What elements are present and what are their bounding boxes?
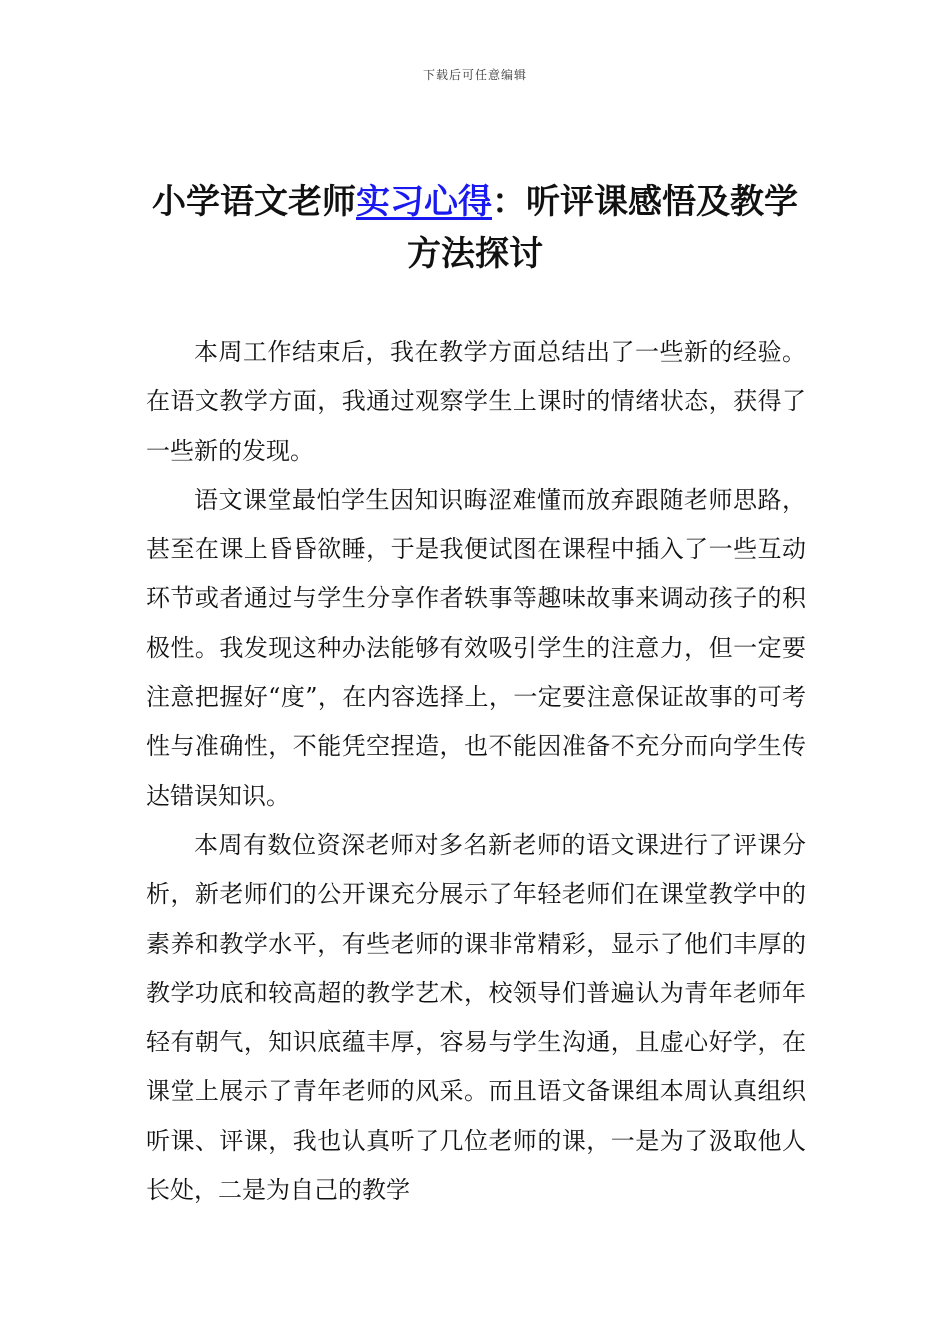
paragraph-1: 本周工作结束后，我在教学方面总结出了一些新的经验。在语文教学方面，我通过观察学生上课时的情绪状态，获得了一些新的发现。: [146, 338, 806, 465]
document-body: [146, 328, 806, 1215]
title-part-1: 小学语文老师: [152, 182, 356, 222]
header-note: 下载后可任意编辑: [422, 68, 527, 82]
paragraph-3: 本周有数位资深老师对多名新老师的语文课进行了评课分析，新老师们的公开课充分展示了年轻老师们在课堂教学中的素养和教学水平，有些老师的课非常精彩，显示了他们丰厚的教学功底和较高超的教学艺术，校领导们普遍认为青年老师年轻有朝气，知识底蕴丰厚，容易与学生沟通，且虚心好学，在课堂上展示了青年老师的风采。而且语文备课组本周认真组织听课、评课，我也认真听了几位老师的课，一是为了汲取他人长处，二是为自己的教学: [146, 830, 806, 1205]
page-title: [145, 176, 805, 280]
title-part-2: ：听评课感悟及教学方法探讨: [407, 182, 798, 274]
paragraph-2: 语文课堂最怕学生因知识晦涩难懂而放弃跟随老师思路，甚至在课上昏昏欲睡，于是我便试图在课程中插入了一些互动环节或者通过与学生分享作者轶事等趣味故事来调动孩子的积极性。我发现这种办法能够有效吸引学生的注意力，但一定要注意把握好“度”，在内容选择上，一定要注意保证故事的可考性与准确性，不能凭空捏造，也不能因准备不充分而向学生传达错误知识。: [146, 485, 806, 810]
title-link[interactable]: 实习心得: [356, 182, 492, 222]
